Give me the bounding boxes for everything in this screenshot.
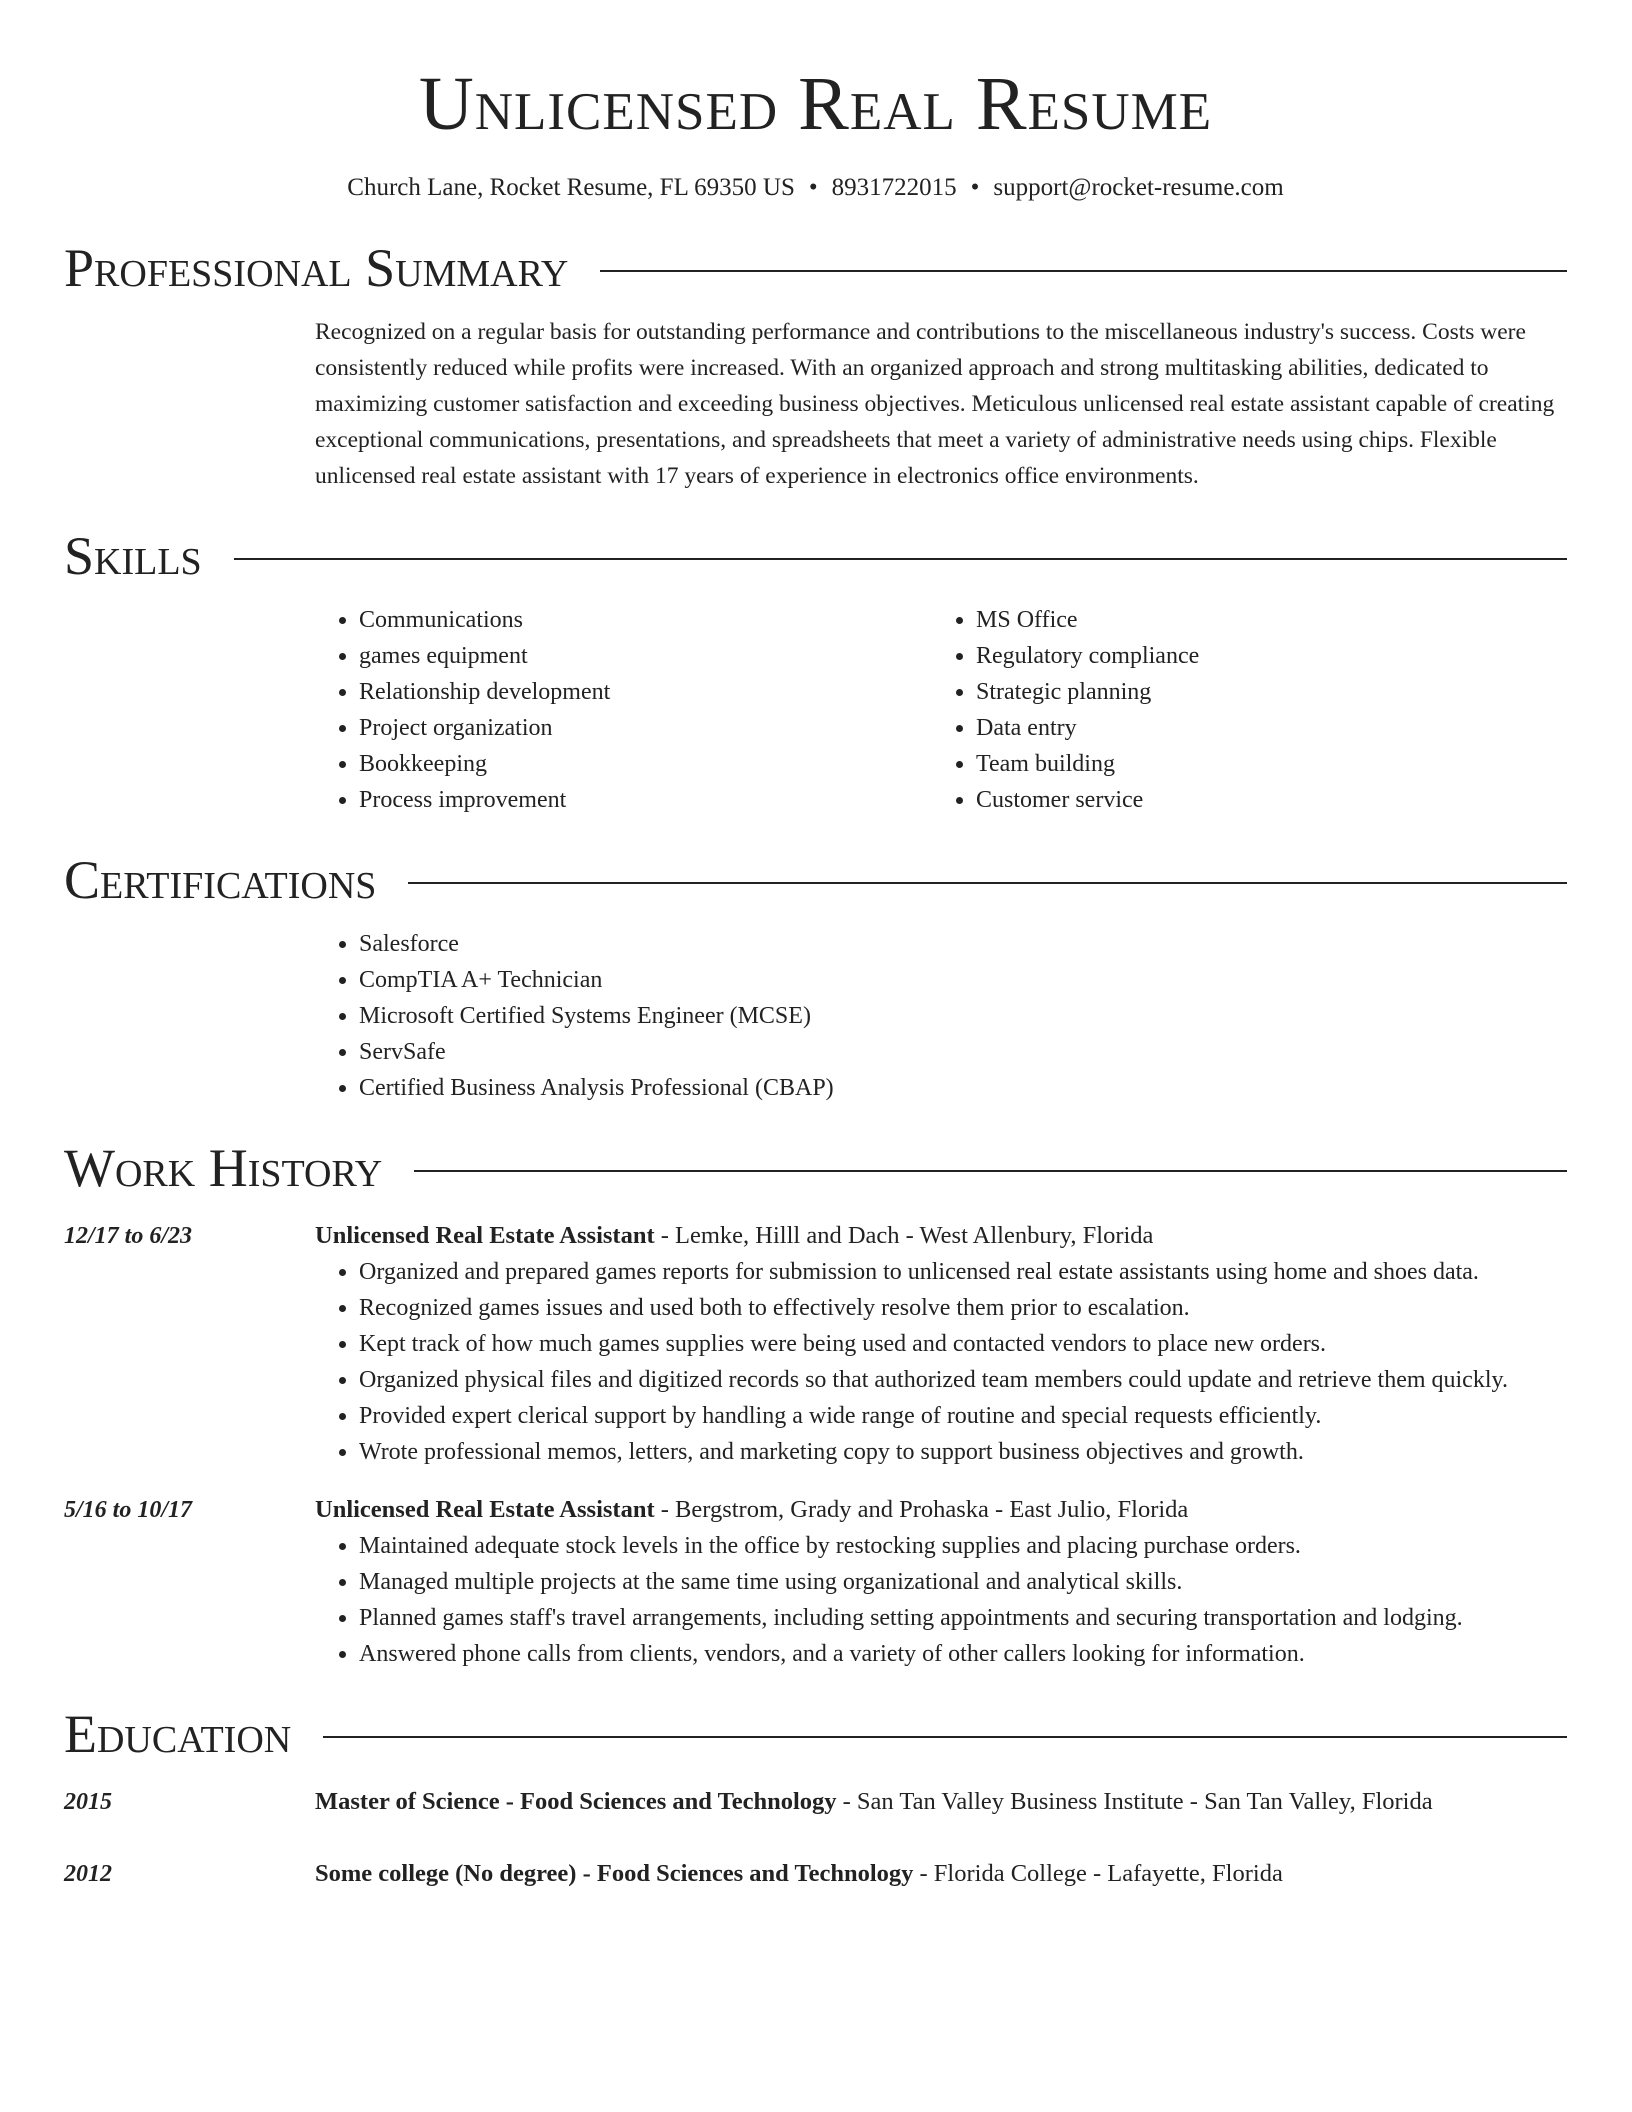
certification-item: • CompTIA A+ Technician	[359, 962, 1567, 998]
skill-item: • Team building	[976, 746, 1549, 782]
job-title-line	[315, 1218, 1567, 1254]
education-entry	[64, 1784, 1567, 1820]
certification-item: • Microsoft Certified Systems Engineer (MCSE)	[359, 998, 1567, 1034]
skill-item: • MS Office	[976, 602, 1549, 638]
skills-column-right	[932, 602, 1549, 818]
job-bullets	[315, 1254, 1567, 1470]
education-year: 2012	[64, 1861, 112, 1887]
skill-item: • games equipment	[359, 638, 932, 674]
job-bullet: • Planned games staff's travel arrangements, including setting appointments and securing transportation and lodging.	[359, 1600, 1567, 1636]
job-bullet: • Organized physical files and digitized records so that authorized team members could update and retrieve them quickly.	[359, 1362, 1567, 1398]
education-degree: Master of Science - Food Sciences and Technology	[315, 1788, 837, 1815]
job-bullet: • Kept track of how much games supplies were being used and contacted vendors to place new orders.	[359, 1326, 1567, 1362]
education-title: Education	[64, 1704, 292, 1764]
job-bullet: • Wrote professional memos, letters, and marketing copy to support business objectives and growth.	[359, 1434, 1567, 1470]
skill-item: • Strategic planning	[976, 674, 1549, 710]
education-entry	[64, 1856, 1567, 1892]
job-details	[315, 1492, 1567, 1672]
section-divider	[600, 270, 1567, 272]
education-details	[315, 1784, 1433, 1820]
job-bullet: • Recognized games issues and used both to effectively resolve them prior to escalation.	[359, 1290, 1567, 1326]
contact-separator: •	[808, 174, 818, 201]
skill-item: • Data entry	[976, 710, 1549, 746]
summary-text: Recognized on a regular basis for outstanding performance and contributions to the miscellaneous industry's success. Costs were consistently reduced while profits were increased. With an organized approach and strong multitasking abilities, dedicated to maximizing customer satisfaction and exceeding business objectives. Meticulous unlicensed real estate assistant capable of creating exceptional communications, presentations, and spreadsheets that meet a variety of administrative needs using chips. Flexible unlicensed real estate assistant with 17 years of experience in electronics office environments.	[315, 319, 1555, 489]
education-school: - San Tan Valley Business Institute - San Tan Valley, Florida	[836, 1788, 1433, 1815]
skill-item: • Project organization	[359, 710, 932, 746]
job-dates: 12/17 to 6/23	[64, 1223, 193, 1249]
job-entry	[64, 1218, 1567, 1470]
education-degree: Some college (No degree) - Food Sciences and Technology	[315, 1860, 914, 1887]
skill-item: • Bookkeeping	[359, 746, 932, 782]
job-bullet: • Provided expert clerical support by handling a wide range of routine and special requests efficiently.	[359, 1398, 1567, 1434]
summary-section-header	[64, 236, 1567, 300]
certification-item: • ServSafe	[359, 1034, 1567, 1070]
certification-item: • Certified Business Analysis Professional (CBAP)	[359, 1070, 1567, 1106]
section-divider	[414, 1170, 1567, 1172]
contact-address: Church Lane, Rocket Resume, FL 69350 US	[347, 174, 795, 201]
certifications-list	[315, 926, 1567, 1106]
job-bullet: • Maintained adequate stock levels in the office by restocking supplies and placing purchase orders.	[359, 1528, 1567, 1564]
certification-item: • Salesforce	[359, 926, 1567, 962]
section-divider	[408, 882, 1567, 884]
skills-title: Skills	[64, 526, 202, 586]
job-role: Unlicensed Real Estate Assistant	[315, 1496, 655, 1523]
contact-phone: 8931722015	[831, 174, 957, 201]
work-title: Work History	[64, 1138, 383, 1198]
job-company: - Lemke, Hilll and Dach - West Allenbury, Florida	[654, 1222, 1154, 1249]
job-bullet: • Answered phone calls from clients, vendors, and a variety of other callers looking for information.	[359, 1636, 1567, 1672]
contact-separator: •	[970, 174, 980, 201]
skills-column-left	[315, 602, 932, 818]
skill-item: • Customer service	[976, 782, 1549, 818]
job-details	[315, 1218, 1567, 1470]
education-section-header	[64, 1702, 1567, 1766]
skills-section-header	[64, 524, 1567, 588]
job-role: Unlicensed Real Estate Assistant	[315, 1222, 655, 1249]
work-section-header	[64, 1136, 1567, 1200]
education-details	[315, 1856, 1283, 1892]
resume-page	[64, 56, 1567, 1892]
skill-item: • Regulatory compliance	[976, 638, 1549, 674]
job-title-line	[315, 1492, 1567, 1528]
section-divider	[234, 558, 1567, 560]
job-bullet: • Managed multiple projects at the same time using organizational and analytical skills.	[359, 1564, 1567, 1600]
contact-line	[64, 170, 1567, 206]
job-bullets	[315, 1528, 1567, 1672]
skill-item: • Relationship development	[359, 674, 932, 710]
candidate-name: Unlicensed Real Resume	[418, 62, 1213, 146]
section-divider	[323, 1736, 1567, 1738]
certifications-title: Certifications	[64, 850, 377, 910]
job-company: - Bergstrom, Grady and Prohaska - East Julio, Florida	[654, 1496, 1189, 1523]
skill-item: • Communications	[359, 602, 932, 638]
education-school: - Florida College - Lafayette, Florida	[913, 1860, 1283, 1887]
job-dates: 5/16 to 10/17	[64, 1497, 193, 1523]
summary-title: Professional Summary	[64, 238, 569, 298]
education-year: 2015	[64, 1789, 112, 1815]
skill-item: • Process improvement	[359, 782, 932, 818]
contact-email: support@rocket-resume.com	[993, 174, 1284, 201]
certifications-section-header	[64, 848, 1567, 912]
job-bullet: • Organized and prepared games reports for submission to unlicensed real estate assistants using home and shoes data.	[359, 1254, 1567, 1290]
skills-list	[315, 602, 1567, 818]
job-entry	[64, 1492, 1567, 1672]
